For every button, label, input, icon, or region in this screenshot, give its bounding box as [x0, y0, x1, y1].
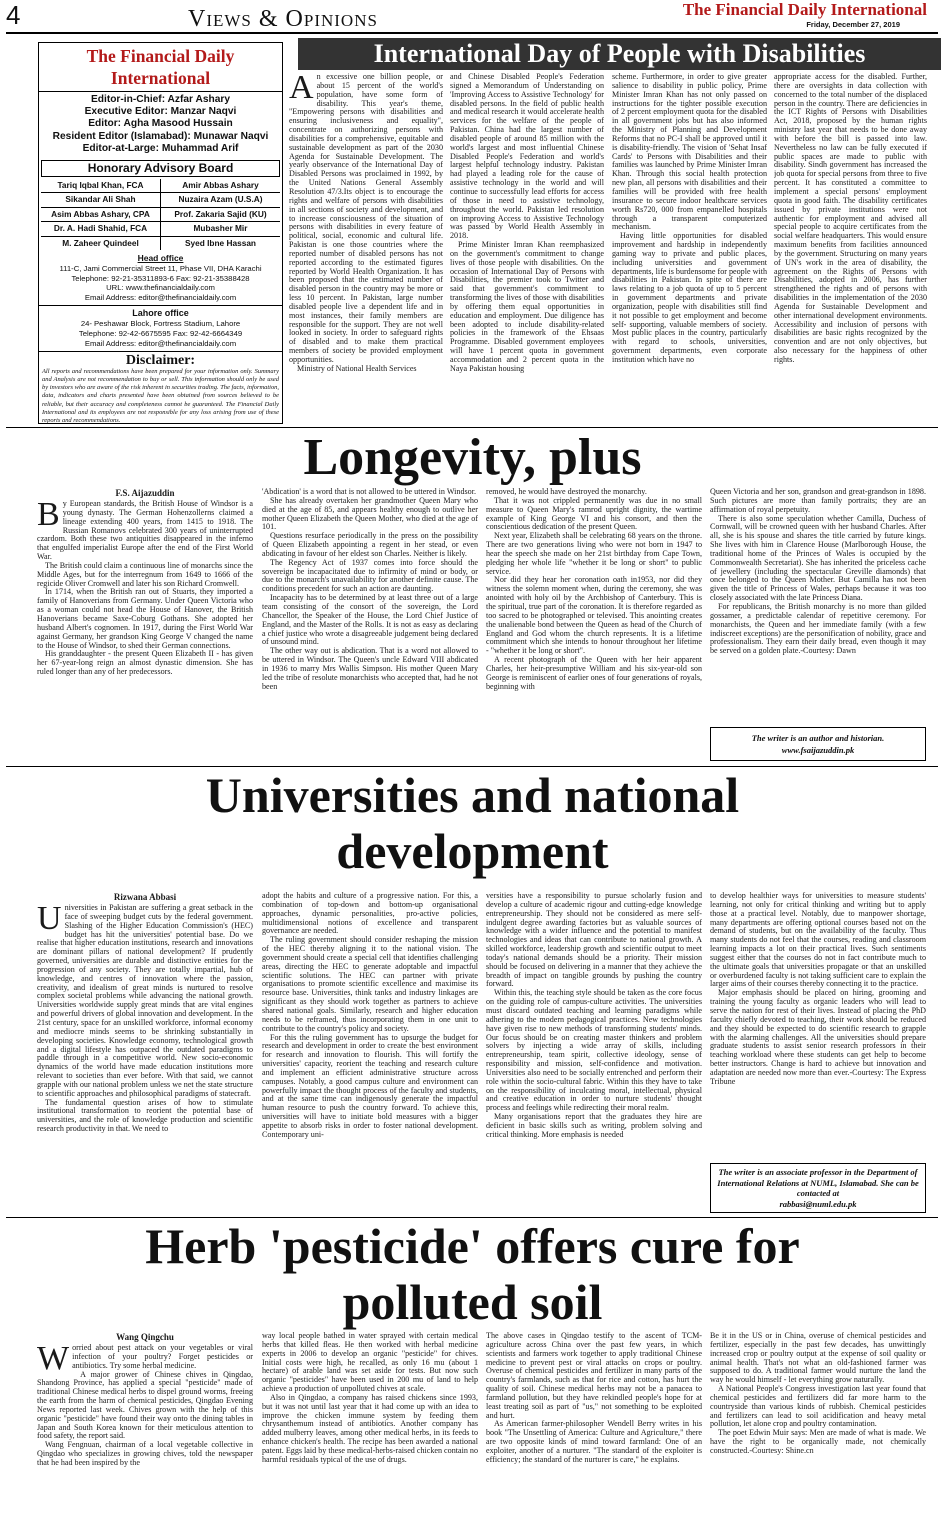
article-3-column — [710, 892, 926, 1162]
resident-editor: Resident Editor (Islamabad): Munawar Naqvi — [52, 130, 269, 142]
paragraph: She has already overtaken her grandmother Queen Mary who died at the age of 85, and appears healthy enough to outlive her mother Queen Elizabeth the Queen Mother, who died at the age of 101. — [262, 495, 478, 532]
paragraph: For republicans, the British monarchy is no more than gilded gossamer, a predictable calendar of repetitive ceremony. For monarchists, the Queen and her immediate family (with a few indiscreet exceptions) are the personification of nobility, grace and professionalism. They earn their daily bread, even though it may be served on a golden plate.-Courtesy: Dawn — [710, 601, 926, 656]
advisory-member: Tariq Iqbal Khan, FCA — [41, 179, 160, 193]
paragraph: n excessive one billion people, or about 15 percent of the world's population, have some form of disability. This year's theme, "Empowering persons with disabilities and ensuring inclusiveness and equality", concentrate on authorizing persons with disabilities for a comprehensive, equitable and sustainable development as part of the 2030 Agenda for Sustainable Development. The yearly observance of the International Day of Disabled Persons was proclaimed in 1992, by the United Nations General Assembly Resolution 47/3.Its object is to encourage the rights and welfare of persons with disabilities in all sections of society and development, and to increase consciousness of the situation of persons with disabilities in every feature of political, social, economic and cultural life. Pakistan is one those countries where the reported number of disabled persons has not reported according to the estimated figures reported by World Health Organization. It has been proposed that the estimated number of disabled person in the country may be more or less 10 percent. In Pakistan, large number disabled people live a dependent life and in most instances, their family members are responsible for the support. They are not well looked in society. In order to safeguard rights of disabled and to make them practical members of society be provided employment opportunities. — [289, 73, 443, 364]
paragraph: Many organisations report that the graduates they hire are deficient in basic skills such as writing, problem solving and critical thinking. More emphasis is needed — [486, 1112, 702, 1139]
paragraph: orried about pest attack on your vegetables or viral infection of your poultry? Forget pesticides or antibiotics. Try some herbal medicine. — [72, 1343, 253, 1370]
head-office-email: Email Address: editor@thefinancialdaily.com — [84, 292, 237, 302]
advisory-member: Prof. Zakaria Sajid (KU) — [161, 208, 280, 222]
article-1-column — [289, 73, 443, 423]
advisory-member: Nuzaira Azam (U.S.A) — [161, 193, 280, 207]
author-note: The writer is an associate professor in the Department of International Relations at NUML, Islamabad. She can be contacted at — [717, 1167, 919, 1198]
paragraph: niversities in Pakistan are suffering a great setback in the face of sweeping budget cuts by the federal government. Slashing of the Higher Education Commission's (HEC) budget has hit the universities' potential base. Do we realise that higher education institutions, research and innovations are dominant pillars of national development? If prudently governed, universities are durable and distinctive entities for the progression of any society. They are totally impartial, hub of knowledge, and centres of innovation where the passion, creativity, and idealism of great minds is nurtured to resolve complex societal problems while advancing the national growth. Universities worldwide supply great minds that are vital engines and powerful drivers of global innovation and development. In the 21st century, space for an unskilled workforce, informal economy and mediocre minds seems to be shrinking substantially in developing societies. Knowledge economy, technological growth and a digital lifestyle has outpaced the outdated paradigms to paddle through in a competitive world. New socio-economic dynamics of the world have made education institutions more relevant to societies than ever before. With that said, we cannot grapple with our national problem unless we net the state structure to scientific approaches and philosophical paradigms of statecraft. — [37, 903, 253, 1098]
executive-editor: Executive Editor: Manzar Naqvi — [84, 106, 237, 118]
paragraph: Major emphasis should be placed on hiring, grooming and training the young faculty as organic leaders who will lead to serve the nation for rest of their lives. Instead of placing the PhD faculty chiefly devoted to teaching, their work should be reduced and they should be expected to do scientific research to grapple with the alarming challenges. All the universities should prepare graduate students to assist senior research professors in their teaching workload where these students can get help to become better instructors. Change is hard to achieve but innovation and adaptation are needed now more than ever.-Courtesy: The Express Tribune — [710, 988, 926, 1086]
paragraph: A major grower of Chinese chives in Qingdao, Shandong Province, has applied a special "pesticide" made of traditional Chinese medical herbs to dispel ground worms, freeing the earth from the harm of chemical pesticides, Qingdao Evening News reported last week. Chives grown with the help of this organic "pesticide" have found their way onto the dining tables in Japan and South Korea known for their meticulous attention to food safety, the report said. — [37, 1369, 253, 1441]
article-1-column — [612, 73, 767, 423]
paragraph: The British could claim a continuous line of monarchs since the Middle Ages, but for the interregnum from 1649 to 1666 of the regicide Oliver Cromwell and later his son Richard Cromwell. — [37, 560, 253, 588]
author-email: rabbasi@numl.edu.pk — [779, 1198, 857, 1209]
lahore-office-address: 24- Peshawar Block, Fortress Stadium, Lahore — [80, 319, 241, 329]
advisory-member: Sikandar Ali Shah — [41, 193, 160, 207]
advisory-member: Mubasher Mir — [161, 222, 280, 236]
author-note-box — [710, 1163, 926, 1213]
article-4-column — [486, 1332, 702, 1517]
advisory-member: Dr. A. Hadi Shahid, FCA — [41, 222, 160, 236]
paragraph: A recent photograph of the Queen with her heir apparent Charles, her heir-presumptive William and his six-year-old son George is reminiscent of earlier ones of four generations of royals, beginning with — [486, 655, 702, 691]
paragraph: The Regency Act of 1937 comes into force should the sovereign be incapacitated due to infirmity of mind or body, or due to the monarch's unavailability for another definite cause. The conditions precedent for such an action are daunting. — [262, 557, 478, 594]
article-3-column — [37, 892, 253, 1212]
lahore-office-title: Lahore office — [132, 308, 189, 319]
advisory-board-table — [41, 179, 280, 250]
masthead-small: The Financial Daily International — [682, 0, 927, 19]
paragraph: Queen Victoria and her son, grandson and great-grandson in 1898. Such pictures are more than family portraits; they are an affirmation of royal perpetuity. — [710, 488, 926, 514]
advisory-member: Amir Abbas Ashary — [161, 179, 280, 193]
paragraph: A National People's Congress investigation last year found that chemical pesticides and fertilizers did far more harm to the countryside than various kinds of rubbish. Chemical pesticides and fertilizers can lead to soil acidification and heavy metal pollution, let alone crop and poultry contamination. — [710, 1384, 926, 1429]
paragraph: Incapacity has to be determined by at least three out of a large team consisting of the consort of the sovereign, the Lord Chancellor, the Speaker of the House, the Lord Chief Justice of England, and the Master of the Rolls. It is not as easy as declaring a chief justice who wrote a disagreeable judgement being declared of unsound mind. — [262, 593, 478, 647]
section-title: Views & Opinions — [188, 6, 378, 32]
article-2-column — [37, 488, 253, 758]
paragraph: Also in Qingdao, a company has raised chickens since 1993, but it was not until last year that it had come up with an idea to improve the chicken immune system by feeding them chrysanthemum instead of antibiotics. Another company has added mulberry leaves, among other medical herbs, in its feeds to enhance chicken's health. The recipe has been awarded a national patent. Eggs laid by these medical-herbs-raised chicken contain no harmful residuals typical of the use of drugs. — [262, 1392, 478, 1464]
paragraph: adopt the habits and culture of a progressive nation. For this, a combination of top-down and bottom-up organisational approaches, dynamic personalities, pro-active policies, multidimensional notions of excellence and transparent governance are needed. — [262, 892, 478, 936]
paragraph: versities have a responsibility to pursue scholarly fusion and develop a culture of academic rigour and cutting-edge knowledge entrepreneurship. They should not be considered as mere self-indulgent degree awarding factories but as valuable sources of knowledge with a wider influence and the potential to manifest technologies and ideas that can contribute to national growth. A skilled workforce, leadership growth and scientific output to meet today's national demands should be a priority. Their mission should be focused on delivering in a manner that they achieve the breadth of impact on tangible grounds by pushing the country forward. — [486, 892, 702, 989]
paragraph: Next year, Elizabeth shall be celebrating 68 years on the throne. There are two generations living who were not born in 1947 to hear the speech she made on her 21st birthday from Cape Town, pledging her whole life "whether it be long or short" to public service. — [486, 531, 702, 576]
editor: Editor: Agha Masood Hussain — [88, 118, 233, 130]
byline: Wang Qingchu — [116, 1332, 174, 1342]
paragraph: 'Abdication' is a word that is not allowed to be uttered in Windsor. — [262, 488, 476, 496]
paragraph: scheme. Furthermore, in order to give greater salience to disability in public policy, Prime Minister Imran Khan has not only passed on instructions for the tighter possible execution of 2 percent employment quota for the disabled in all government jobs but has also informed the Ministry of Planning and Development Reforms that no PC-I shall be approved until it is disability-friendly. The vision of 'Sehat Insaf Cards' to Persons with Disabilities and their families was launched by Prime Minister Imran Khan. Through this social health protection new plan, all persons with disabilities and their families will be provided with free health insurance to secure indoor healthcare services worth Rs720, 000 from empanelled hospitals through a transparent computerized mechanism. — [612, 73, 767, 232]
paragraph: Nor did they hear her coronation oath in1953, nor did they witness the solemn moment when, during the ceremony, she was anointed with holy oil by the Archbishop of Canterbury. This is the spiritual, true part of the coronation. It is therefore regarded as too sacred to be photographed or televised. This anointing creates the unalienable bond between the Queen as head of the Church of England and God whom the church represents. It is a lifetime commitment which she intends to honour throughout her lifetime - "whether it be long or short". — [486, 575, 702, 656]
paragraph: appropriate access for the disabled. Further, there are oversights in data collection with concerned to the total number of the displaced person in the country. There are deficiencies in the ICT Rights of Persons with Disabilities Act, 2018, proposed by the human rights ministry last year that needs to be done away with before the bill is passed into law. Nevertheless no law can be fully executed if public spaces are made to public with disability. Sindh government has increased the job quota for special persons from three to five percent. It has constituted a committee to implement a special persons' employment quota in good faith. The disability certificates issued by private institutions were not authentic for employment and advised all special people to acquire certificates from the social welfare headquarters. This would ensure maximum benefits from facilities announced by the government. Structuring on many years of UN's work in the area of disability, the agreement on the Rights of Persons with Disabilities, adopted in 2006, has further strengthened the rights and of persons with disabilities in the implementation of the 2030 Agenda for Sustainable Development and other international development environments. Accessibility and inclusion of persons with disabilities are basic rights recognized by the convention and are not only objectives, but also necessary for the happiness of other rights. — [774, 73, 927, 364]
paragraph: There is also some speculation whether Camilla, Duchess of Cornwall, will be crowned queen with her husband Charles. After all, she is his spouse and shares the title carried by future kings. She lives with him in Clarence House (Marlborough House, the traditional home of the Princes of Wales is occupied by the Commonwealth Secretariat). She has inherited the priceless cache of jewellery (including the spectacular Greville diamonds) that once belonged to the Queen Mother. But Camilla has not been given the title of Princess of Wales, perhaps because it was too closely associated with the late Princess Diana. — [710, 513, 926, 603]
disclaimer-text: All reports and recommendations have been prepared for your information only. Summary and Analysis are not recommendation to buy or sell. This information should only be used by investors who are aware of the risk inherent in securities trading. The facts, information, data, indicators and charts presented have been obtained from sources believed to be reliable, but their accuracy and completeness cannot be guaranteed. The Financial Daily International and its employees are not responsible for any loss arising from use of these reports and recommendations. — [42, 368, 279, 424]
drop-cap: A — [289, 73, 314, 106]
issue-date: Friday, December 27, 2019 — [806, 20, 900, 29]
lahore-office-phone: Telephone: 92-42-6675595 Fax: 92-42-6664349 — [78, 329, 243, 339]
article-2-column — [486, 488, 702, 758]
paragraph: His granddaughter - the present Queen Elizabeth II - has given her 67-year-long reign an almost dynastic dimension. She has ruled longer than any of her predecessors. — [37, 649, 253, 677]
drop-cap: B — [37, 496, 60, 533]
advisory-member: Asim Abbas Ashary, CPA — [41, 208, 160, 222]
paragraph: Prime Minister Imran Khan reemphasized on the government's commitment to change lives of those people with disabilities. On the occasion of International Day of Persons with Disabilities, the premier took to Twitter and said that government's commitment to transforming the lives of those with disabilities by offering them equal opportunities in education and employment. Due diligence has been adopted to include disability-related policies in the framework of the Ehsaas Programme. Disabled government employees will have 1 percent quota in government accommodation and 2 percent quota in the Naya Pakistan housing — [450, 240, 604, 373]
paragraph: way local people bathed in water sprayed with certain medical herbs that killed fleas. He then worked with herbal medicine experts in 2006 to develop an organic "pesticide" for chives. Initial costs were high, he recalled, as only 16 mu (about 1 hectare) of arable land was set aside for tests. But now such organic "pesticides" have been used in 200 mu of land to help achieve a production of unpolluted chives at scale. — [262, 1332, 478, 1394]
article-4-column — [710, 1332, 926, 1517]
editor-in-chief: Editor-in-Chief: Azfar Ashary — [90, 94, 231, 105]
paragraph: As American farmer-philosopher Wendell Berry writes in his book "The Unsettling of America: Culture and Agriculture," there are two opposite kinds of mind toward farmland: One of an exploiter, another of a nurturer. "The standard of the exploiter is efficiency; the standard of the nurturer is care," he explains. — [486, 1419, 702, 1464]
drop-cap: U — [37, 900, 62, 937]
paragraph: Questions resurface periodically in the press on the possibility of Queen Elizabeth appointing a regent in her stead, or even abdicating in favour of her eldest son Charles. Neither is likely. — [262, 531, 478, 558]
paragraph: y European standards, the British House of Windsor is a young dynasty. The German Hohenzollerns claimed a lineage extending 400 years, from 1415 to 1918. The Russian Romanovs celebrated 300 years of uninterrupted czardom. Both these two antiquities disappeared in the inferno that engulfed imperialist Europe after the end of the First World War. — [37, 499, 253, 562]
author-note-box — [710, 727, 926, 761]
head-office-address: 111-C, Jami Commercial Street 11, Phase VII, DHA Karachi — [59, 264, 262, 274]
byline: Rizwana Abbasi — [113, 892, 177, 902]
paragraph: The fundamental question arises of how to stimulate institutional transformation to reorient the potential base of universities, and the role of knowledge production and scientific research productivity in that. We need to — [37, 1097, 253, 1134]
paragraph: For this the ruling government has to upsurge the budget for research and development in order to create the best environment for research and innovation to flourish. This will fortify the universities' capacity, reorient the teaching and research culture and implement an efficient administrative structure across campuses. Notably, a good campus culture and environment can powerfully impact the thought process of the faculty and students, and at the same time can indigenously generate the impactful human resource to push the country forward. To achieve this, universities will have to initiate bold measures with a bigger appetite to absorb risks in order to foster national development. Contemporary uni- — [262, 1032, 478, 1139]
author-website: www.fsaijazuddin.pk — [781, 745, 855, 755]
box-title: The Financial Daily International — [86, 46, 235, 88]
article-2-column — [710, 488, 926, 718]
paragraph: The poet Edwin Muir says: Men are made of what is made. We have the right to be organically made, not chemically constructed.-Courtesy: Shine.cn — [710, 1428, 926, 1455]
paragraph: and Chinese Disabled People's Federation signed a Memorandum of Understanding on 'Improving Access to Assistive Technology' for disabled persons. In the field of public health and medical research it would accelerate health services for the welfare of the people of Pakistan. China had the largest number of disabled people of around 85 million with the world's largest and most influential Chinese Disabled People's Federation and world's largest helpful technology industry. Pakistan had played a leading role for the cause of assistive technology in the world and will continue to successfully lead efforts for access of those in need to assistive technology, throughout the world. Pakistan led resolution on improving Access to Assistive Technology was passed by World Health Assembly in 2018. — [450, 73, 604, 241]
masthead-box — [38, 42, 283, 424]
head-office-phone: Telephone: 92-21-35311893-6 Fax: 92-21-35388428 — [71, 273, 250, 283]
advisory-member: Syed Ibne Hassan — [184, 237, 256, 248]
author-note: The writer is an author and historian. — [751, 733, 885, 743]
page-number: 4 — [6, 0, 21, 30]
paragraph: Ministry of National Health Services — [297, 363, 417, 373]
advisory-board-title: Honorary Advisory Board — [41, 160, 280, 177]
article-2-headline: Longevity, plus — [303, 429, 642, 486]
article-2-column — [262, 488, 478, 758]
paragraph: In 1714, when the British ran out of Stuarts, they imported a family of Hanoverians from Germany. Under Queen Victoria who as a woman could not head the House of Hanover, the British Hanoverians became Saxe-Coburg Gothans. She adopted her husband Albert's cognomen. In 1917, during the First World War against Germany, her grandson King George V changed the name to the House of Windsor, to shed their German connections. — [37, 587, 253, 650]
head-office-url: URL: www.thefinancialdaily.com — [106, 283, 215, 293]
paragraph: The ruling government should consider reshaping the mission of the HEC thereby aligning it to the national vision. The government should create a special cell that identifies challenging areas, directing the HEC to generate adoptable and impactful scientific solutions. The HEC can partner with private organisations to promote scientific excellence and maximise its resource base. Universities, think tanks and industry linkages are significant as they should work together as partners to achieve shared national goals. Similarly, research and higher education needs to be reframed, thus incorporating them in one unit to contribute to the country's policy and society. — [262, 935, 478, 1033]
byline: F.S. Aijazuddin — [115, 488, 175, 498]
article-4-column — [37, 1332, 253, 1517]
lahore-office-email: Email Address: editor@thefinancialdaily.com — [84, 338, 237, 348]
paragraph: The above cases in Qingdao testify to the ascent of TCM-agriculture across China over the past few years, in which scientists and farmers work together to apply traditional Chinese medicine to prevent pest or viral attacks on crops or poultry. Overuse of chemical pesticides and fertilizer in many parts of the country's farmlands, such as that for rice and cotton, has hurt the quality of soil. Chinese medical herbs may not be a panacea to farmland pollution, but they have rekindled people's hope for at least treating soil as part of "us," not something to be exploited and hurt. — [486, 1332, 702, 1420]
article-1-column — [450, 73, 604, 423]
article-1-headline: International Day of People with Disabilities — [298, 38, 941, 70]
paragraph: Having little opportunities for disabled improvement and hardship in independently gaming way to private and public places, including universities and government departments, life is burdensome for people with disabilities in Pakistan. In spite of there are laws relating to a job quota of up to 5 percent in government departments and private organization, people with disabilities still find it not possible to get employment and become self- supporting, valuable members of society. Most public places in the country, particularly with regard to schools, universities, government departments, even corporate institution which have no — [612, 231, 767, 364]
paragraph: Be it in the US or in China, overuse of chemical pesticides and fertilizer, especially in the past few decades, has unwittingly increased crop or poultry output at the expense of soil quality or animal health. That's not what an old-fashioned farmer was supposed to do. A traditional farmer would nurture the land the way he would himself - let everything grow naturally. — [710, 1332, 926, 1385]
editor-at-large: Editor-at-Large: Muhammad Arif — [82, 142, 239, 154]
header-rule — [6, 32, 938, 34]
article-3-column — [262, 892, 478, 1212]
article-4-column — [262, 1332, 478, 1517]
drop-cap: W — [37, 1340, 70, 1377]
article-1-column — [774, 73, 927, 423]
article-3-headline: Universities and national development — [205, 767, 740, 879]
paragraph: Wang Fengnuan, chairman of a local vegetable collective in Qingdao who specializes in growing chives, told the newspaper that he had been inspired by the — [37, 1440, 253, 1467]
paragraph: The other way out is abdication. That is a word not allowed to be uttered in Windsor. The Queen's uncle Edward VIII abdicated in 1936 to marry Mrs Wallis Simpson. His mother Queen Mary led the tribe of resolute monarchists who accepted that, had he not been — [262, 646, 478, 691]
disclaimer-title: Disclaimer: — [125, 353, 196, 369]
paragraph: removed, he would have destroyed the monarchy. — [486, 488, 647, 496]
article-4-headline: Herb 'pesticide' offers cure for polluted soil — [145, 1218, 800, 1330]
article-3-column — [486, 892, 702, 1212]
paragraph: to develop healthier ways for universities to measure students' learning, not only for critical thinking and writing but to apply those at a practical level. Notably, due to manpower shortage, many departments are offering optional courses based not on the demand of students, but on the availability of the faculty. Thus many students do not feel that the courses, reading and classroom learning impacts a lot on their practical lives. Such sentiments suggest either that the courses do not in fact contribute much to the ultimate goals that universities propagate or that an unskilled or overburdened faculty is not taking sufficient care to explain the larger aims of their courses thereby connecting it to the practice. — [710, 892, 926, 989]
head-office-title: Head office — [137, 253, 184, 264]
paragraph: That it was not crippled permanently was due in no small measure to Queen Mary's ramrod upright dignity, the wartime example of King George VI and his consort, and then the conscientious dedication of the present Queen. — [486, 495, 702, 532]
paragraph: Within this, the teaching style should be taken as the core focus on the guiding role of campus-culture activities. The universities must discard outdated teaching and learning paradigms while adhering to the modern pedagogical practices. New technologies have given rise to new methods of transforming students' minds. Our focus should be on creating master thinkers and problem solvers by injecting a wide array of skills, including entrepreneurship, team spirit, collective ideology, sense of responsibility and mission, self-confidence and motivation. Universities also need to be socially entrenched and perform their role within the socio-cultural fabric. Within this they have to take on the responsibility of inculcating moral, intellectual, physical and creative education in order to nurture students' thought process and feelings while redirecting their moral realm. — [486, 988, 702, 1113]
advisory-member: M. Zaheer Quindeel — [62, 237, 139, 248]
